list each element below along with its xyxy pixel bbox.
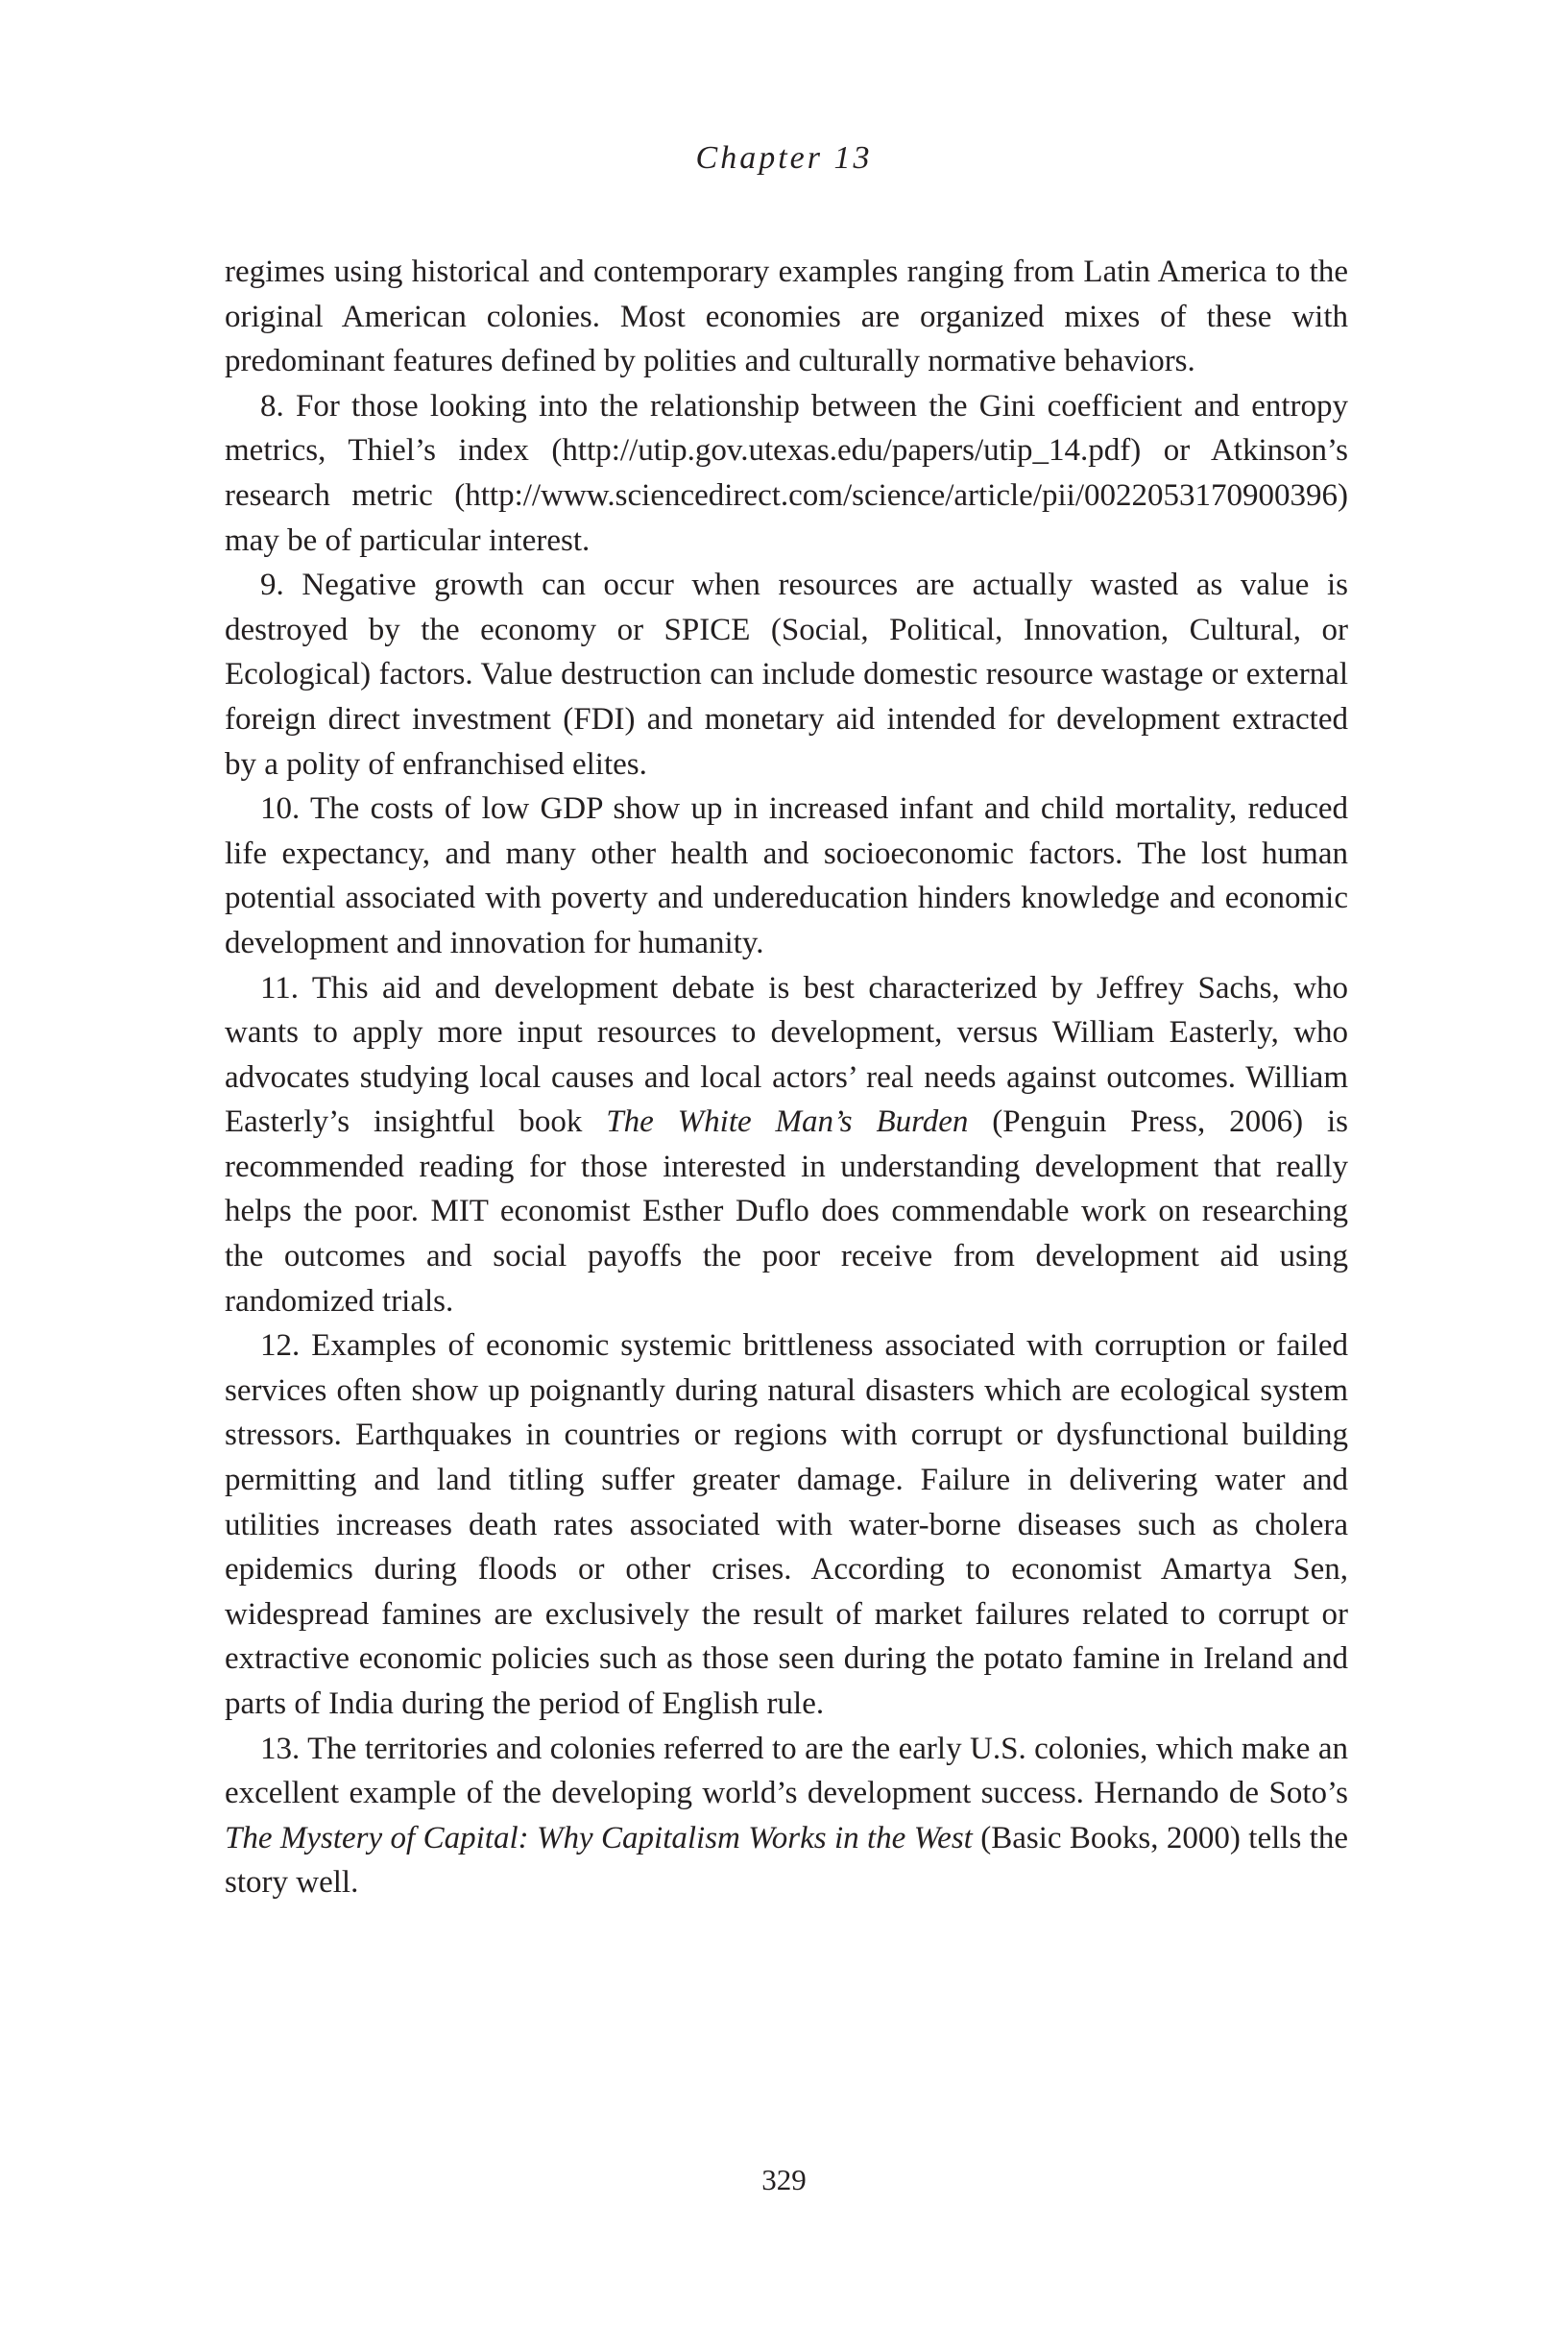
page-number: 329 — [761, 2163, 807, 2196]
note-9 — [225, 563, 1348, 787]
note-number: 13. — [260, 1731, 301, 1766]
note-8 — [225, 384, 1348, 563]
note-text: Examples of economic systemic brittleness associated with corruption or failed services often show up poignantly during natural disasters which are ecological system stressors. Earthquakes in countries or regions with corrupt or dysfunctional building permitting and land titling suffer greater damage. Failure in delivering water and utilities increases death rates associated with water-borne diseases such as cholera epidemics during floods or other crises. According to economist Amartya Sen, widespread famines are exclusively the result of market failures related to corrupt or extractive economic policies such as those seen during the potato famine in Ireland and parts of India during the period of English rule. — [225, 1328, 1349, 1721]
note-text: The costs of low GDP show up in increased infant and child mortality, reduced life expectancy, and many other health and socioeconomic factors. The lost human potential associated with poverty and undereducation hinders knowledge and economic development and innovation for humanity. — [225, 791, 1349, 960]
note-number: 11. — [260, 970, 300, 1006]
note-number: 10. — [260, 791, 301, 827]
note-text: (Basic Books, 2000) tells the story well. — [225, 1820, 1348, 1901]
note-number: 12. — [260, 1328, 301, 1364]
running-head: Chapter 13 — [695, 140, 873, 176]
note-text: This aid and development debate is best characterized by Jeffrey Sachs, who wants to apply more input resources to development, versus William Easterly, who advocates studying local causes and local actors’ real needs against outcomes. William Easterly’s insightful book — [225, 970, 1349, 1140]
note-text: For those looking into the relationship between the Gini coefficient and entropy metrics, Thiel’s index (http://utip.gov.utexas.edu/papers/utip_14.pdf) or Atkinson’s research metric (http://www.sciencedirect.com/science/article/pii/0022053170900396) may be of particular interest. — [225, 388, 1349, 558]
note-text: Negative growth can occur when resources are actually wasted as value is destroyed by the economy or SPICE (Social, Political, Innovation, Cultural, or Ecological) factors. Value destruction can include domestic resource wastage or external foreign direct investment (FDI) and monetary aid intended for development extracted by a polity of enfranchised elites. — [225, 568, 1349, 782]
notes-text-block — [225, 250, 1348, 1905]
note-13 — [225, 1727, 1348, 1905]
book-title: The Mystery of Capital: Why Capitalism Works in the West — [225, 1820, 973, 1855]
note-11 — [225, 966, 1348, 1324]
continuation-paragraph: regimes using historical and contemporary examples ranging from Latin America to the original American colonies. Most economies are organized mixes of these with predominant features defined by polities and culturally normative behaviors. — [225, 255, 1348, 379]
note-text: The territories and colonies referred to are the early U.S. colonies, which make an excellent example of the developing world’s development success. Hernando de Soto’s — [225, 1731, 1348, 1811]
note-12 — [225, 1323, 1348, 1726]
note-number: 8. — [260, 388, 284, 424]
note-10 — [225, 787, 1348, 965]
book-title: The White Man’s Burden — [606, 1104, 969, 1140]
note-text: (Penguin Press, 2006) is recommended reading for those interested in understanding development that really helps the poor. MIT economist Esther Duflo does commendable work on researching the outcomes and social payoffs the poor receive from development aid using randomized trials. — [225, 1104, 1348, 1319]
note-number: 9. — [260, 568, 284, 603]
